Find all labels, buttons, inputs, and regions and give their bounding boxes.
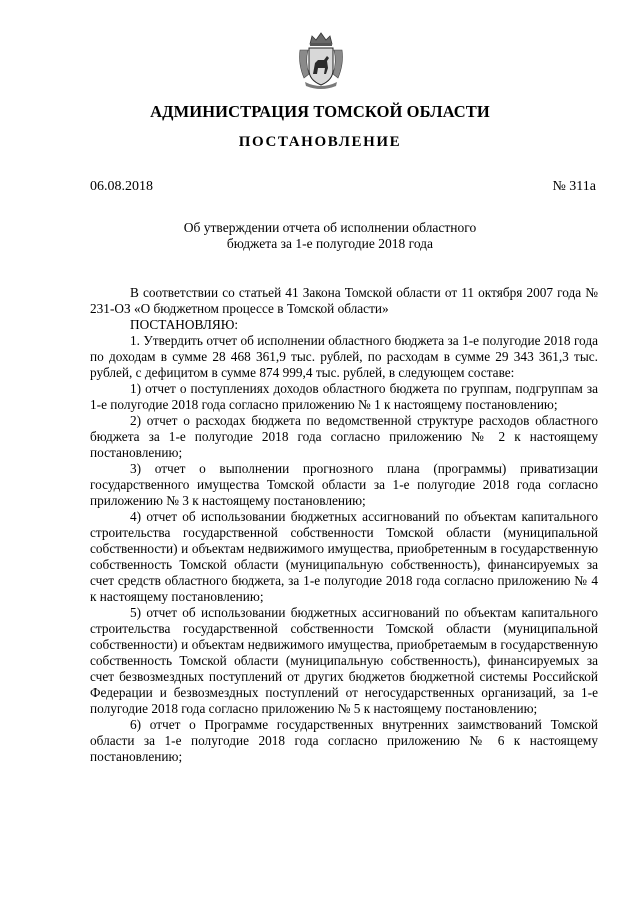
document-body xyxy=(90,285,598,765)
subitem-paragraph: 5) отчет об использовании бюджетных ассигнований по объектам капитального строительства государственной собственности Томской области (муниципальной собственности) и объектам недвижимого имущества, приобретаемым в государственную собственность Томской области (муниципальную собственность), финансируемых за счет безвозмездных поступлений от других бюджетов бюджетной системы Российской Федерации и безвозмездных поступлений от негосударственных организаций, за 1-е полугодие 2018 года согласно приложению № 5 к настоящему постановлению; xyxy=(90,605,598,716)
item-paragraph: 1. Утвердить отчет об исполнении областного бюджета за 1-е полугодие 2018 года по доходам в сумме 28 468 361,9 тыс. рублей, по расходам в сумме 29 343 361,3 тыс. рублей, с дефицитом в сумме 874 999,4 тыс. рублей, в следующем составе: xyxy=(90,333,598,380)
subject-line: Об утверждении отчета об исполнении областного xyxy=(183,220,477,235)
subitem-paragraph: 2) отчет о расходах бюджета по ведомственной структуре расходов областного бюджета за 1-е полугодие 2018 года согласно приложению № 2 к настоящему постановлению; xyxy=(90,413,598,460)
subitem-paragraph: 3) отчет о выполнении прогнозного плана (программы) приватизации государственного имущества Томской области за 1-е полугодие 2018 года согласно приложению № 3 к настоящему постановлению; xyxy=(90,461,598,508)
coat-of-arms-icon xyxy=(296,30,346,90)
document-subject xyxy=(100,220,560,252)
subitem-paragraph: 4) отчет об использовании бюджетных ассигнований по объектам капитального строительства государственной собственности Томской области (муниципальной собственности) и объектам недвижимого имущества, приобретенным в государственную собственность Томской области (муниципальную собственность), финансируемых за счет средств областного бюджета, за 1-е полугодие 2018 года согласно приложению № 4 к настоящему постановлению; xyxy=(90,509,598,604)
decree-word: ПОСТАНОВЛЯЮ: xyxy=(130,317,239,332)
document-number: № 311а xyxy=(552,179,596,194)
document-date: 06.08.2018 xyxy=(90,179,153,194)
organization-title: АДМИНИСТРАЦИЯ ТОМСКОЙ ОБЛАСТИ xyxy=(150,102,490,121)
subitem-paragraph: 6) отчет о Программе государственных внутренних заимствований Томской области за 1-е полугодие 2018 года согласно приложению № 6 к настоящему постановлению; xyxy=(90,717,598,764)
document-type: ПОСТАНОВЛЕНИЕ xyxy=(238,134,402,150)
preamble-paragraph: В соответствии со статьей 41 Закона Томской области от 11 октября 2007 года № 231-ОЗ «О бюджетном процессе в Томской области» xyxy=(90,285,598,316)
subitem-paragraph: 1) отчет о поступлениях доходов областного бюджета по группам, подгруппам за 1-е полугодие 2018 года согласно приложению № 1 к настоящему постановлению; xyxy=(90,381,598,412)
subject-line: бюджета за 1-е полугодие 2018 года xyxy=(226,236,434,251)
